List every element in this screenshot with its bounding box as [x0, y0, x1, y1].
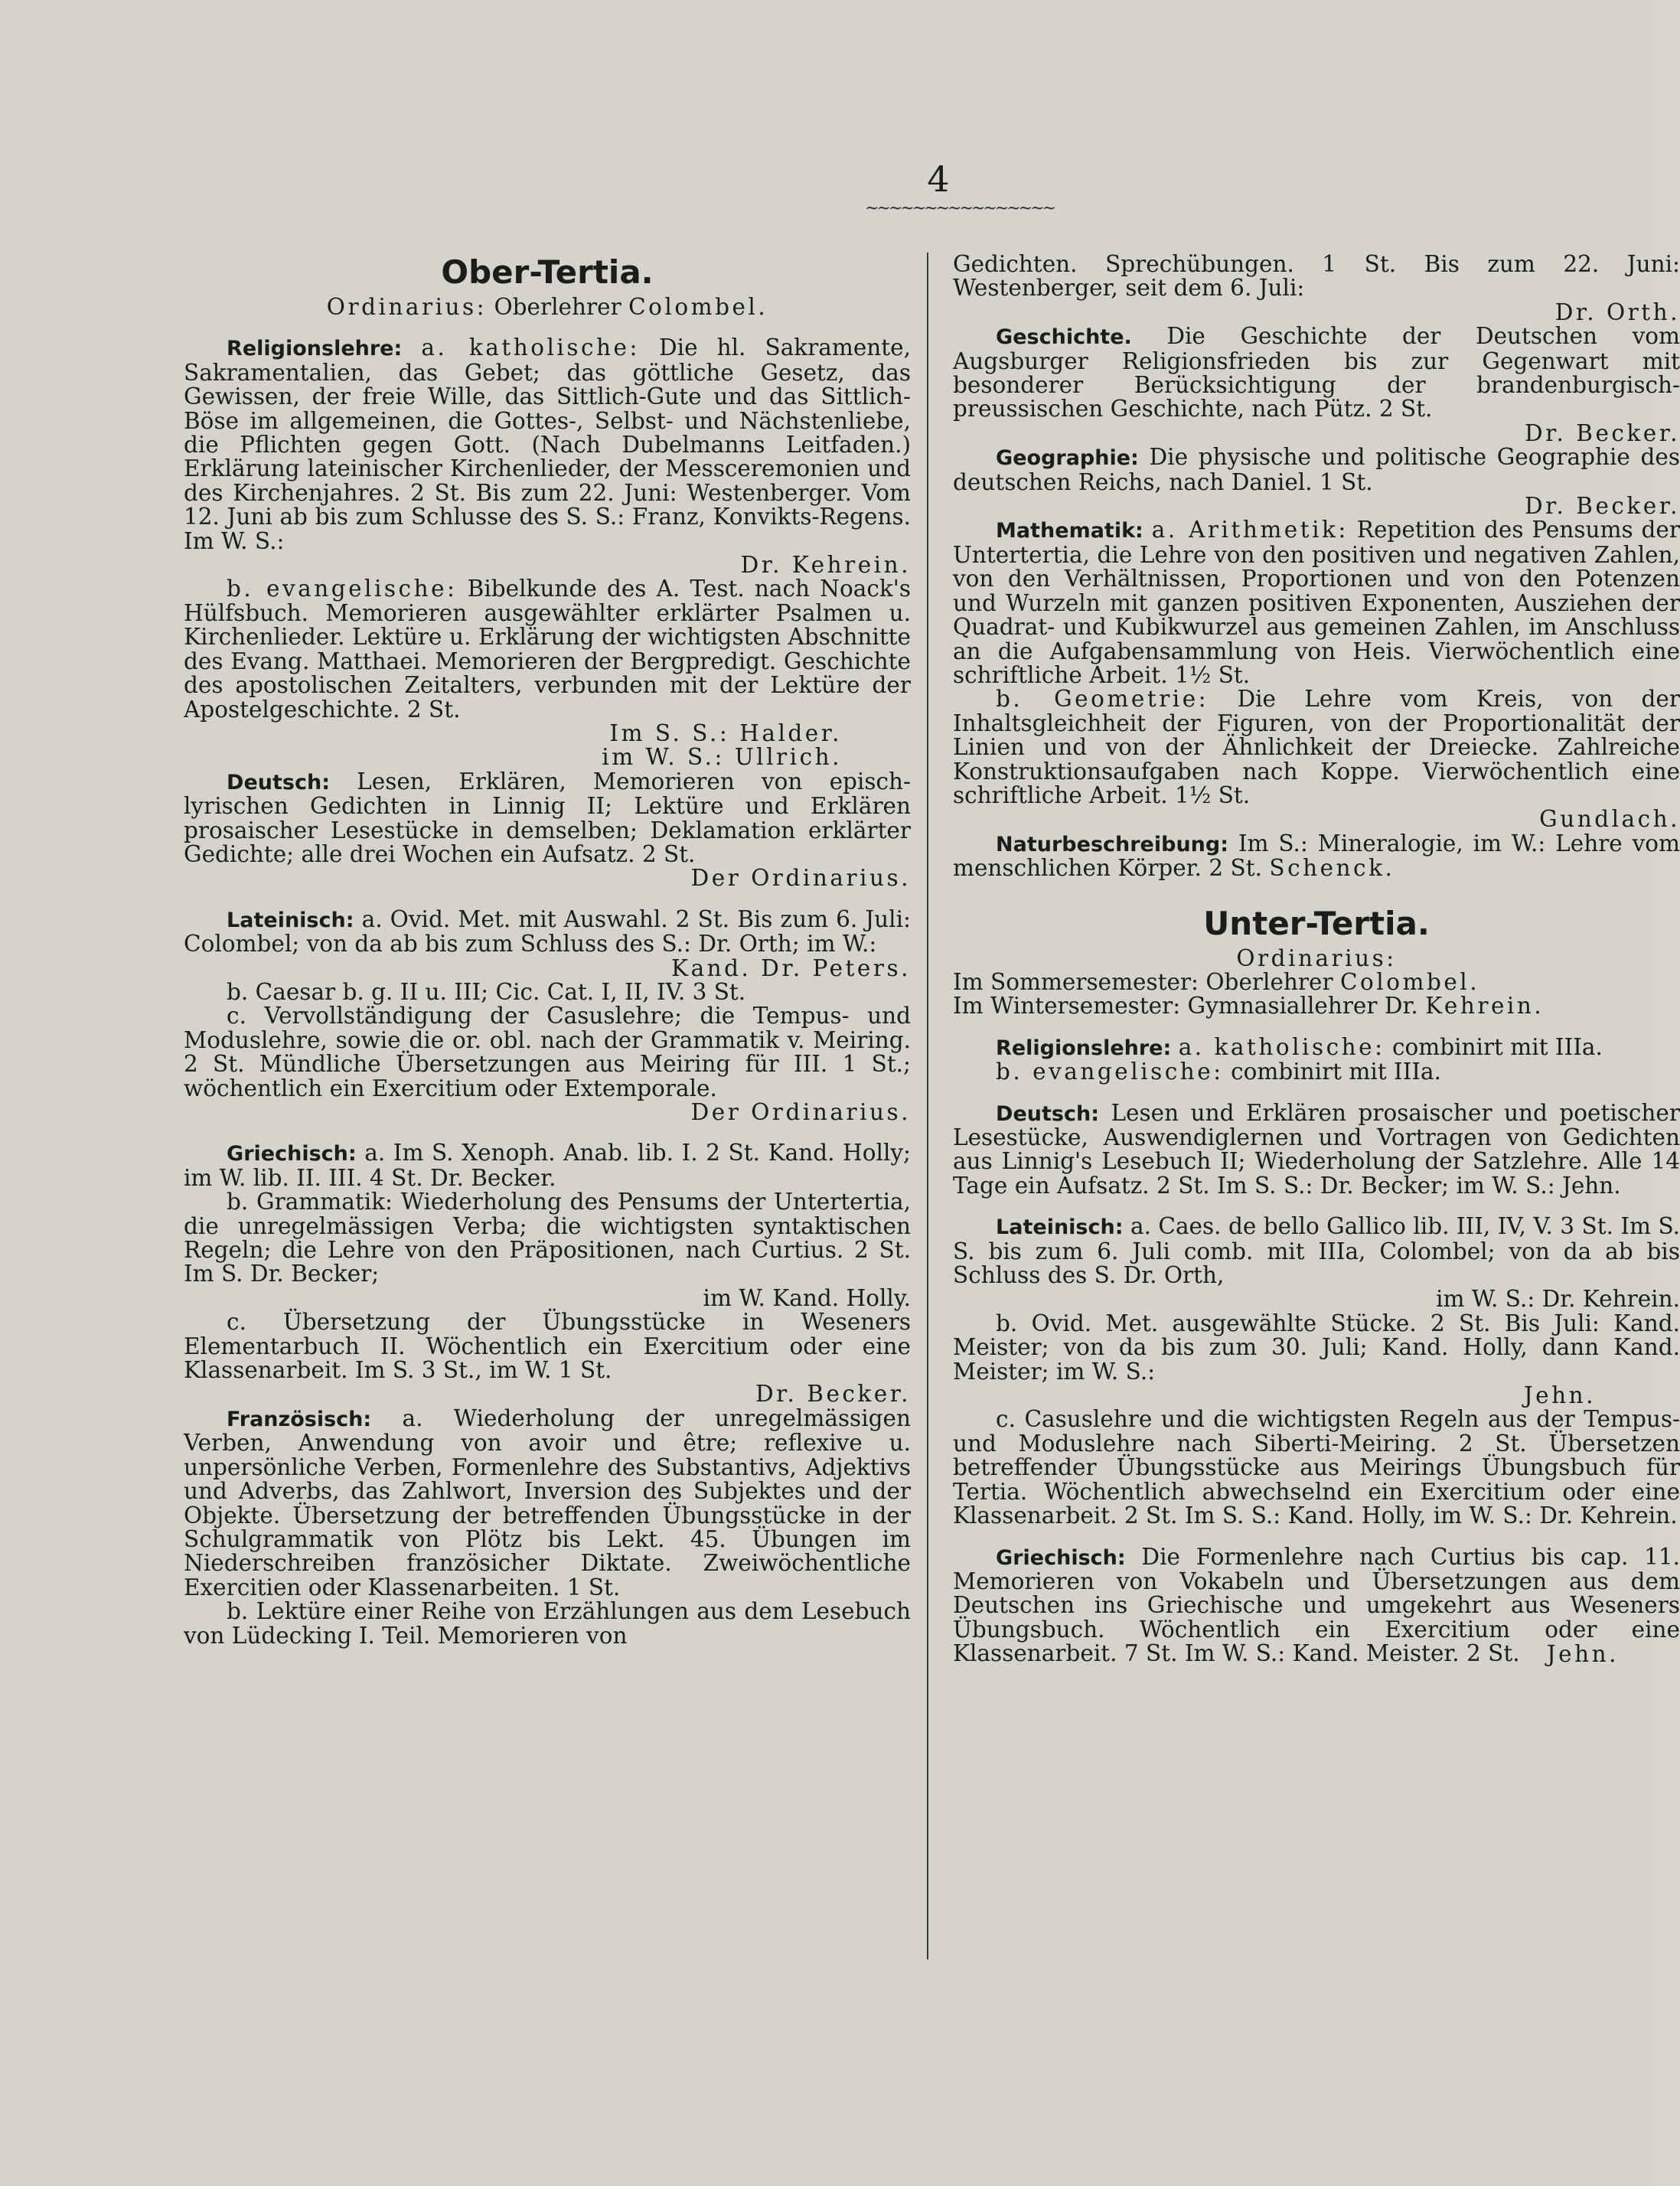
latein-a-paragraph: Lateinisch: a. Ovid. Met. mit Auswahl. 2 St. Bis zum 6. Juli: Colombel; von da ab bis zum Schluss des S.: Dr. Orth; im W.: Kand. Dr. Peters.: [184, 905, 911, 981]
ut-griechisch-paragraph: Griechisch: Die Formenlehre nach Curtius bis cap. 11. Memorieren von Vokabeln und Übersetzungen aus dem Deutschen ins Griechische und umgekehrt aus Weseners Übungsbuch. Wöchentlich ein Exercitium oder eine Klassenarbeit. 7 St. Im W. S.: Kand. Meister. 2 St. Jehn.: [953, 1543, 1680, 1667]
griechisch-b-paragraph: b. Grammatik: Wiederholung des Pensums der Untertertia, die unregelmässigen Verba; die wichtigsten syntaktischen Regeln; die Lehre von den Präpositionen, nach Curtius. 2 St. Im S. Dr. Becker; im W. Kand. Holly.: [184, 1189, 911, 1311]
left-column: [184, 253, 911, 1648]
griechisch-a-paragraph: Griechisch: a. Im S. Xenoph. Anab. lib. I. 2 St. Kand. Holly; im W. lib. II. III. 4 St. Dr. Becker.: [184, 1140, 911, 1191]
ut-latein-a-paragraph: Lateinisch: a. Caes. de bello Gallico lib. III, IV, V. 3 St. Im S. S. bis zum 6. Juli comb. mit IIIa, Colombel; von da ab bis Schluss des S. Dr. Orth, im W. S.: Dr. Kehrein.: [953, 1213, 1680, 1313]
right-column: [953, 253, 1680, 1666]
mathematik-b-paragraph: b. Geometrie: Die Lehre vom Kreis, von der Inhaltsgleichheit der Figuren, von der Proportionalität der Linien und von der Ähnlichkeit der Dreiecke. Zahlreiche Konstruktionsaufgaben nach Koppe. Vierwöchentlich eine schriftliche Arbeit. 1½ St. Gundlach.: [953, 686, 1680, 833]
deutsch-paragraph: Deutsch: Lesen, Erklären, Memorieren von episch-lyrischen Gedichten in Linnig II; Lektüre und Erklären prosaischer Lesestücke in demselben; Deklamation erklärter Gedichte; alle drei Wochen ein Aufsatz. 2 St. Der Ordinarius.: [184, 768, 911, 892]
religion-b-paragraph: b. evangelische: Bibelkunde des A. Test. nach Noack's Hülfsbuch. Memorieren ausgewählter erklärter Psalmen u. Kirchenlieder. Lektüre u. Erklärung der wichtigsten Abschnitte des Evang. Matthaei. Memorieren der Bergpredigt. Geschichte des apostolischen Zeitalters, verbunden mit der Lektüre der Apostelgeschichte. 2 St. Im S. S.: Halder. im W. S.: Ullrich.: [184, 576, 911, 771]
ornament-rule: ~~~~~~~~~~~~~~~~: [865, 199, 1054, 218]
ordinarius-winter: Im Wintersemester: Gymnasiallehrer Dr. Kehrein.: [953, 993, 1545, 1020]
franzoesisch-continuation: Gedichten. Sprechübungen. 1 St. Bis zum 22. Juni: Westenberger, seit dem 6. Juli: Dr. Orth.: [953, 251, 1680, 325]
ut-latein-b-paragraph: b. Ovid. Met. ausgewählte Stücke. 2 St. Bis Juli: Kand. Meister; von da bis zum 30. Juli; Kand. Holly, dann Kand. Meister; im W. S.: Jehn.: [953, 1310, 1680, 1409]
section-title-unter-tertia: Unter-Tertia.: [1203, 904, 1430, 942]
ordinarius-line: Ordinarius: Oberlehrer Colombel.: [326, 294, 768, 320]
ut-deutsch-paragraph: Deutsch: Lesen und Erklären prosaischer und poetischer Lesestücke, Auswendiglernen und Vortragen von Gedichten aus Linnig's Lesebuch II; Wiederholung der Satzlehre. Alle 14 Tage ein Aufsatz. 2 St. Im S. S.: Dr. Becker; im W. S.: Jehn.: [953, 1099, 1680, 1199]
mathematik-a-paragraph: Mathematik: a. Arithmetik: Repetition des Pensums der Untertertia, die Lehre von den positiven und negativen Zahlen, von den Verhältnissen, Proportionen und von den Potenzen und Wurzeln mit ganzen positiven Exponenten, Ausziehen der Quadrat- und Kubikwurzel aus gemeinen Zahlen, im Anschluss an die Aufgabensammlung von Heis. Vierwöchentlich eine schriftliche Arbeit. 1½ St.: [953, 517, 1680, 688]
page-number: 4: [927, 158, 950, 200]
geschichte-paragraph: Geschichte. Die Geschichte der Deutschen vom Augsburger Religionsfrieden bis zur Gegenwart mit besonderer Berücksichtigung der brandenburgisch-preussischen Geschichte, nach Pütz. 2 St. Dr. Becker.: [953, 323, 1680, 446]
geographie-paragraph: Geographie: Die physische und politische Geographie des deutschen Reichs, nach Daniel. 1 St. Dr. Becker.: [953, 444, 1680, 520]
latein-b-paragraph: b. Caesar b. g. II u. III; Cic. Cat. I, II, IV. 3 St.: [227, 978, 746, 1005]
section-title-ober-tertia: Ober-Tertia.: [441, 253, 654, 291]
ordinarius-summer: Im Sommersemester: Oberlehrer Colombel.: [953, 968, 1480, 995]
latein-c-paragraph: c. Vervollständigung der Casuslehre; die Tempus- und Moduslehre, sowie die or. obl. nach der Grammatik v. Meiring. 2 St. Mündliche Übersetzungen aus Meiring für III. 1 St.; wöchentlich ein Exercitium oder Extemporale. Der Ordinarius.: [184, 1003, 911, 1125]
franzoesisch-a-paragraph: Französisch: a. Wiederholung der unregelmässigen Verben, Anwendung von avoir und être; reflexive u. unpersönliche Verben, Formenlehre des Substantivs, Adjektivs und Adverbs, das Zahlwort, Inversion des Subjektes und der Objekte. Übersetzung der betreffenden Übungsstücke in der Schulgrammatik von Plötz bis Lekt. 45. Übungen im Niederschreiben französicher Diktate. Zweiwöchentliche Exercitien oder Klassenarbeiten. 1 St.: [184, 1405, 911, 1600]
ut-religion-b-paragraph: b. evangelische: combinirt mit IIIa.: [996, 1059, 1441, 1085]
ut-latein-c-paragraph: c. Casuslehre und die wichtigsten Regeln aus der Tempus- und Moduslehre nach Siberti-Meiring. 2 St. Übersetzen betreffender Übungsstücke aus Meirings Übungsbuch für Tertia. Wöchentlich abwechselnd ein Exercitium oder eine Klassenarbeit. 2 St. Im S. S.: Kand. Holly, im W. S.: Dr. Kehrein.: [953, 1406, 1680, 1529]
ordinarius-label: Ordinarius:: [1236, 945, 1397, 971]
ut-religion-a-paragraph: Religionslehre: a. katholische: combinirt mit IIIa.: [996, 1033, 1603, 1060]
religion-a-paragraph: Religionslehre: a. katholische: Die hl. Sakramente, Sakramentalien, das Gebet; das göttliche Gesetz, das Gewissen, der freie Wille, das Sittlich-Gute und das Sittlich-Böse im allgemeinen, die Gottes-, Selbst- und Nächstenliebe, die Pflichten gegen Gott. (Nach Dubelmanns Leitfaden.) Erklärung lateinischer Kirchenlieder, der Messceremonien und des Kirchenjahres. 2 St. Bis zum 22. Juni: Westenberger. Vom 12. Juni ab bis zum Schlusse des S. S.: Franz, Konvikts-Regens. Im W. S.: Dr. Kehrein.: [184, 334, 911, 579]
franzoesisch-b-paragraph: b. Lektüre einer Reihe von Erzählungen aus dem Lesebuch von Lüdecking I. Teil. Memorieren von: [184, 1598, 911, 1649]
griechisch-c-paragraph: c. Übersetzung der Übungsstücke in Weseners Elementarbuch II. Wöchentlich ein Exercitium oder eine Klassenarbeit. Im S. 3 St., im W. 1 St. Dr. Becker.: [184, 1309, 911, 1408]
natur-paragraph: Naturbeschreibung: Im S.: Mineralogie, im W.: Lehre vom menschlichen Körper. 2 St. Schenck.: [953, 830, 1680, 882]
column-divider: [927, 253, 928, 1959]
